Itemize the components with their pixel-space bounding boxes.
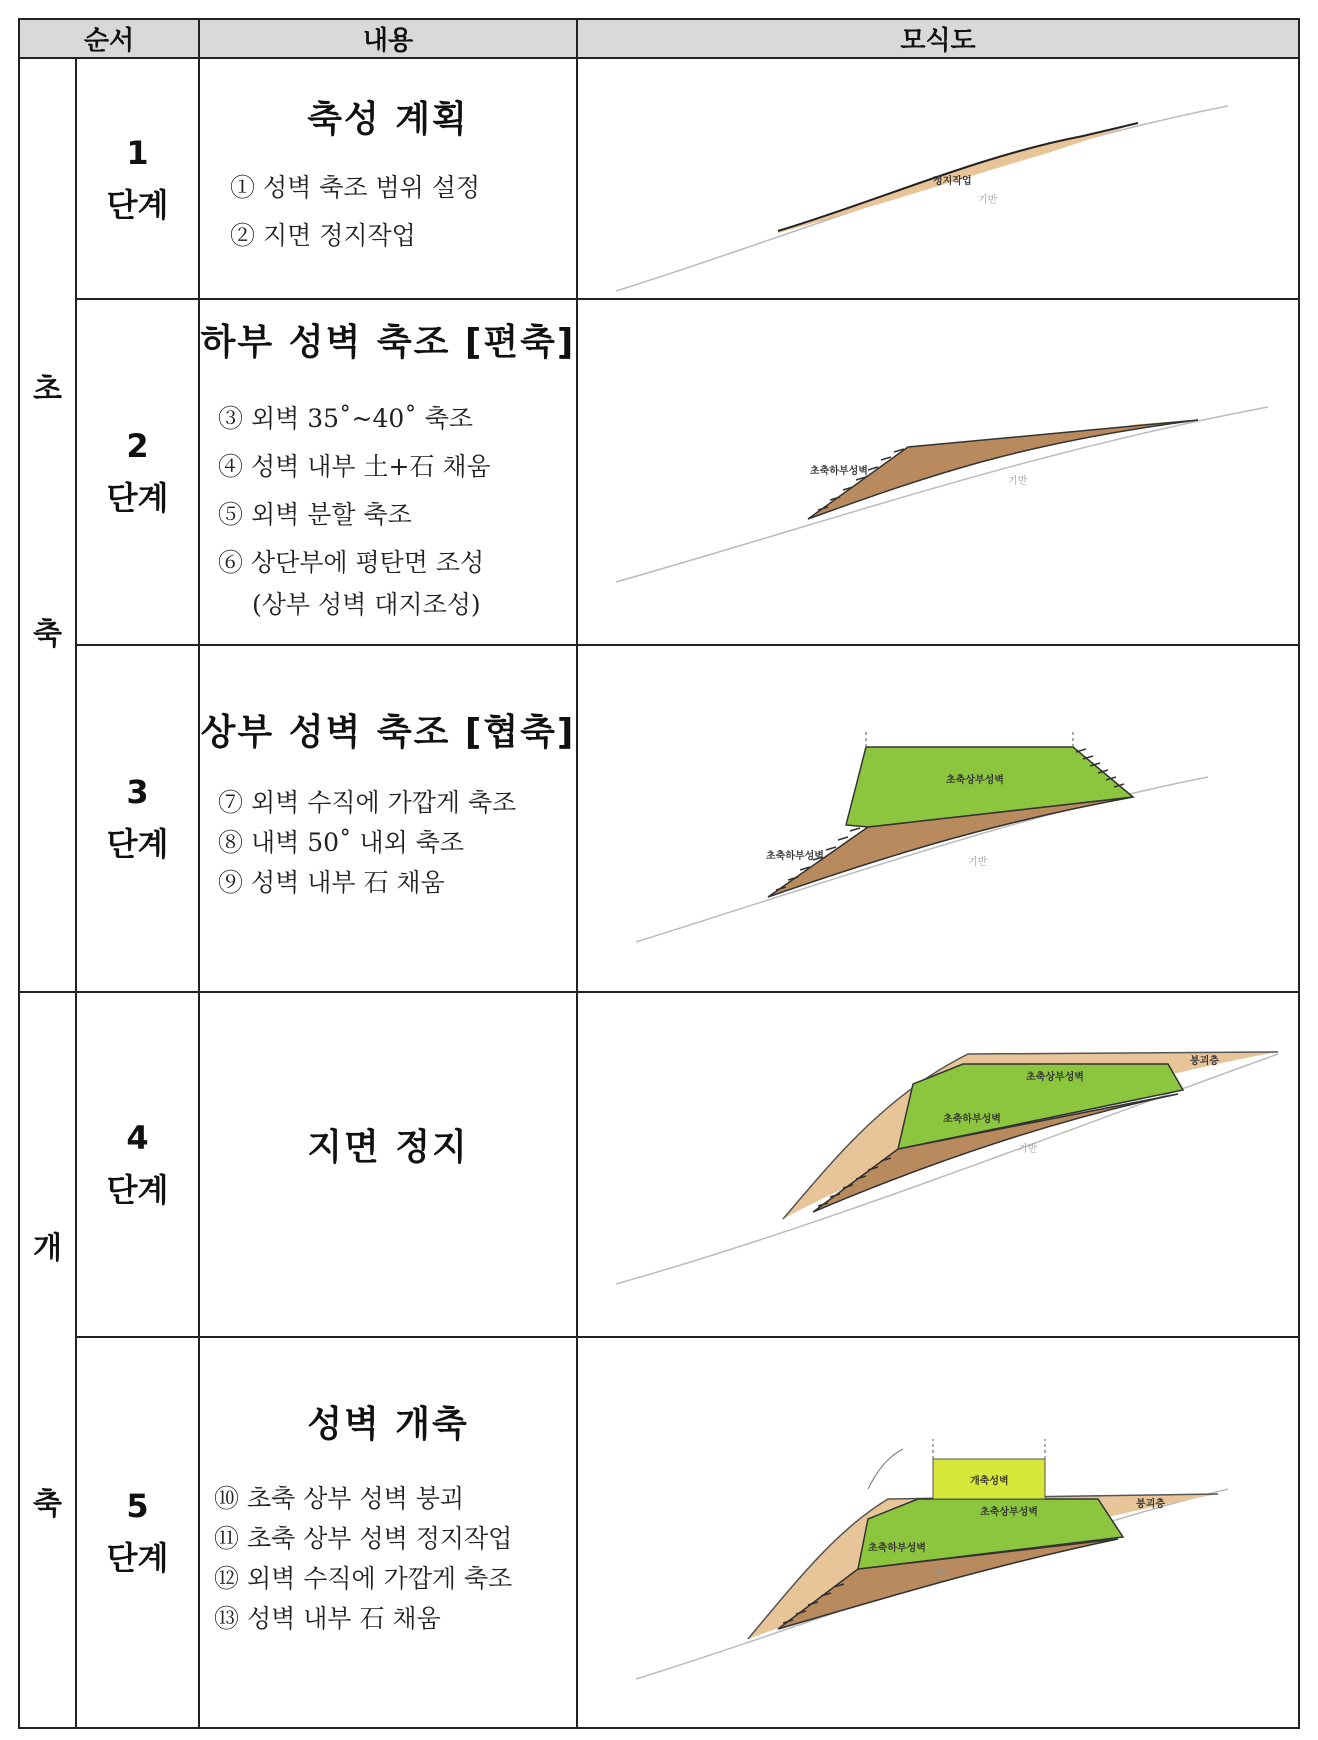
label-rebuilt-wall: 개축성벽: [970, 1476, 1009, 1488]
list-item: ⑩ 초축 상부 성벽 붕괴: [214, 1483, 465, 1513]
list-item: ⑫ 외벽 수직에 가깝게 축조: [214, 1563, 513, 1593]
header-order: 순서: [19, 19, 199, 58]
step-5-content: [199, 1337, 577, 1728]
list-item: ⑥ 상단부에 평탄면 조성: [218, 548, 485, 578]
label-collapse-layer: 붕괴층: [1190, 1056, 1219, 1068]
list-item: ⑦ 외벽 수직에 가깝게 축조: [218, 787, 517, 817]
label-collapse-layer: 붕괴층: [1136, 1499, 1165, 1511]
step-number: 1: [126, 133, 149, 172]
step-5: [76, 1337, 199, 1728]
step-unit: 단계: [106, 1539, 169, 1578]
step-3-diagram: [577, 645, 1299, 993]
step-number: 2: [126, 426, 149, 465]
step-2-diagram: [577, 299, 1299, 644]
list-item: ⑨ 성벽 내부 石 채움: [218, 867, 445, 897]
label-initial-lower-wall: 초축하부성벽: [810, 465, 868, 477]
list-item: (상부 성벽 대지조성): [252, 590, 481, 620]
label-initial-lower-wall: 초축하부성벽: [943, 1114, 1001, 1126]
construction-stages-table: [18, 18, 1300, 1729]
step-unit: 단계: [106, 1171, 169, 1210]
list-item: ⑤ 외벽 분할 축조: [218, 500, 412, 530]
header-content: 내용: [199, 19, 577, 58]
step-title: 성벽 개축: [307, 1403, 469, 1445]
list-item: ④ 성벽 내부 土+石 채움: [218, 452, 491, 482]
step-3: [76, 645, 199, 993]
step-5-diagram: [577, 1337, 1299, 1728]
step-3-content: [199, 645, 577, 993]
step-title: 하부 성벽 축조 [편축]: [200, 322, 576, 364]
list-item: ③ 외벽 35˚~40˚ 축조: [218, 404, 474, 434]
phase-char: 초: [33, 372, 62, 407]
step-number: 3: [126, 773, 149, 812]
header-diagram: 모식도: [577, 19, 1299, 58]
step-number: 4: [126, 1119, 149, 1158]
step-unit: 단계: [106, 825, 169, 864]
phase-reconstruction: [19, 992, 76, 1728]
step-unit: 단계: [106, 478, 169, 517]
phase-char: 개: [33, 1231, 62, 1266]
step-1-diagram: [577, 58, 1299, 299]
label-initial-lower-wall: 초축하부성벽: [868, 1543, 926, 1555]
label-base: 기반: [968, 857, 988, 869]
phase-char: 축: [33, 617, 62, 652]
list-item: ① 성벽 축조 범위 설정: [230, 173, 481, 202]
list-item: ② 지면 정지작업: [230, 221, 416, 250]
label-base: 기반: [1008, 475, 1028, 487]
label-initial-upper-wall: 초축상부성벽: [946, 775, 1004, 787]
label-base: 기반: [978, 194, 998, 206]
label-initial-lower-wall: 초축하부성벽: [766, 851, 824, 863]
phase-initial: [19, 58, 76, 992]
step-4-content: [199, 992, 577, 1337]
label-initial-upper-wall: 초축상부성벽: [980, 1507, 1038, 1519]
step-title: 상부 성벽 축조 [협축]: [200, 711, 576, 753]
step-2-content: [199, 299, 577, 644]
step-1: [76, 58, 199, 299]
step-2: [76, 299, 199, 644]
step-title: 축성 계획: [307, 99, 469, 140]
label-leveling: 정지작업: [933, 175, 972, 187]
step-4-diagram: [577, 992, 1299, 1337]
label-base: 기반: [933, 1569, 953, 1581]
list-item: ⑬ 성벽 내부 石 채움: [214, 1603, 441, 1633]
phase-char: 축: [33, 1487, 62, 1522]
step-number: 5: [126, 1487, 149, 1526]
step-1-content: [199, 58, 577, 299]
label-initial-upper-wall: 초축상부성벽: [1026, 1072, 1084, 1084]
step-title: 지면 정지: [307, 1126, 469, 1168]
step-4: [76, 992, 199, 1337]
label-base: 기반: [1018, 1144, 1038, 1156]
list-item: ⑪ 초축 상부 성벽 정지작업: [214, 1523, 513, 1553]
list-item: ⑧ 내벽 50˚ 내외 축조: [218, 827, 465, 857]
step-unit: 단계: [106, 185, 169, 224]
